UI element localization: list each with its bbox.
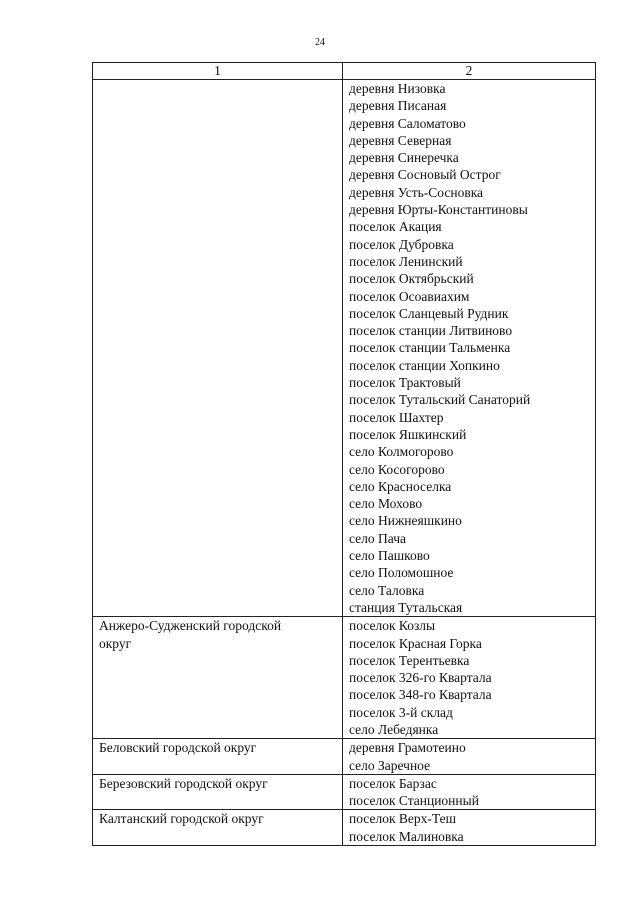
settlement-name: поселок Шахтер (349, 409, 444, 425)
district-cell (93, 739, 343, 775)
district-name-line: Анжеро-Судженский городской (99, 618, 282, 634)
settlement-name: село Косогорово (349, 461, 445, 477)
page-number: 24 (315, 37, 325, 48)
settlement-name: поселок Верх-Теш (349, 811, 456, 827)
settlement-name: поселок Сланцевый Рудник (349, 305, 509, 321)
settlement-name: поселок Барзас (349, 775, 437, 791)
settlement-name: поселок Терентьевка (349, 652, 470, 668)
table-header-row (93, 63, 596, 80)
settlement-name: поселок Дубровка (349, 236, 454, 252)
settlement-name: поселок 348-го Квартала (349, 687, 492, 703)
settlements-cell (343, 774, 596, 810)
column-header: 1 (93, 63, 343, 80)
settlement-name: поселок Осоавиахим (349, 288, 470, 304)
settlement-name: поселок Октябрьский (349, 271, 474, 287)
settlement-name: деревня Писаная (349, 98, 447, 114)
district-name-line: Калтанский городской округ (99, 811, 264, 827)
settlements-cell (343, 80, 596, 617)
settlement-name: село Таловка (349, 582, 425, 598)
settlement-name: деревня Саломатово (349, 115, 466, 131)
settlement-name: поселок Малиновка (349, 828, 464, 844)
settlement-name: деревня Низовка (349, 81, 446, 96)
settlements-table (92, 62, 596, 846)
settlement-name: поселок Красная Горка (349, 635, 482, 651)
district-cell (93, 617, 343, 739)
settlement-name: поселок Ленинский (349, 253, 463, 269)
table-row (93, 617, 596, 739)
settlement-name: деревня Сосновый Острог (349, 167, 501, 183)
settlements-cell (343, 810, 596, 846)
settlement-name: деревня Юрты-Константиновы (349, 202, 528, 218)
settlement-name: деревня Северная (349, 132, 452, 148)
settlement-name: село Мохово (349, 496, 423, 512)
settlements-cell (343, 739, 596, 775)
settlement-name: село Пашково (349, 548, 430, 564)
settlement-name: поселок Тутальский Санаторий (349, 392, 531, 408)
district-name-line: Беловский городской округ (99, 740, 257, 756)
settlement-name: поселок Козлы (349, 618, 436, 634)
district-name-line: Березовский городской округ (99, 775, 268, 791)
table-row (93, 810, 596, 846)
district-cell (93, 810, 343, 846)
settlement-name: деревня Грамотеино (349, 740, 466, 756)
settlements-cell (343, 617, 596, 739)
table-row (93, 739, 596, 775)
settlement-name: поселок 3-й склад (349, 704, 453, 720)
settlement-name: поселок Станционный (349, 793, 479, 809)
settlement-name: поселок станции Литвиново (349, 323, 513, 339)
table-row (93, 774, 596, 810)
settlement-name: поселок Яшкинский (349, 426, 467, 442)
settlement-name: село Нижнеяшкино (349, 513, 462, 529)
table-row (93, 80, 596, 617)
column-header: 2 (343, 63, 596, 80)
settlement-name: село Лебедянка (349, 721, 439, 737)
settlement-name: село Колмогорово (349, 444, 454, 460)
settlement-name: село Поломошное (349, 565, 454, 581)
settlement-name: поселок станции Хопкино (349, 357, 500, 373)
settlement-name: село Пача (349, 530, 406, 546)
settlement-name: деревня Усть-Сосновка (349, 184, 484, 200)
settlement-name: деревня Синеречка (349, 150, 459, 166)
settlement-name: поселок Трактовый (349, 375, 461, 391)
settlement-name: село Красноселка (349, 478, 452, 494)
settlement-name: село Заречное (349, 757, 431, 773)
settlement-name: поселок станции Тальменка (349, 340, 511, 356)
settlement-name: станция Тутальская (349, 599, 463, 615)
settlement-name: поселок 326-го Квартала (349, 670, 492, 686)
district-name-line: округ (99, 635, 132, 651)
settlement-name: поселок Акация (349, 219, 442, 235)
district-cell (93, 80, 343, 617)
district-cell (93, 774, 343, 810)
